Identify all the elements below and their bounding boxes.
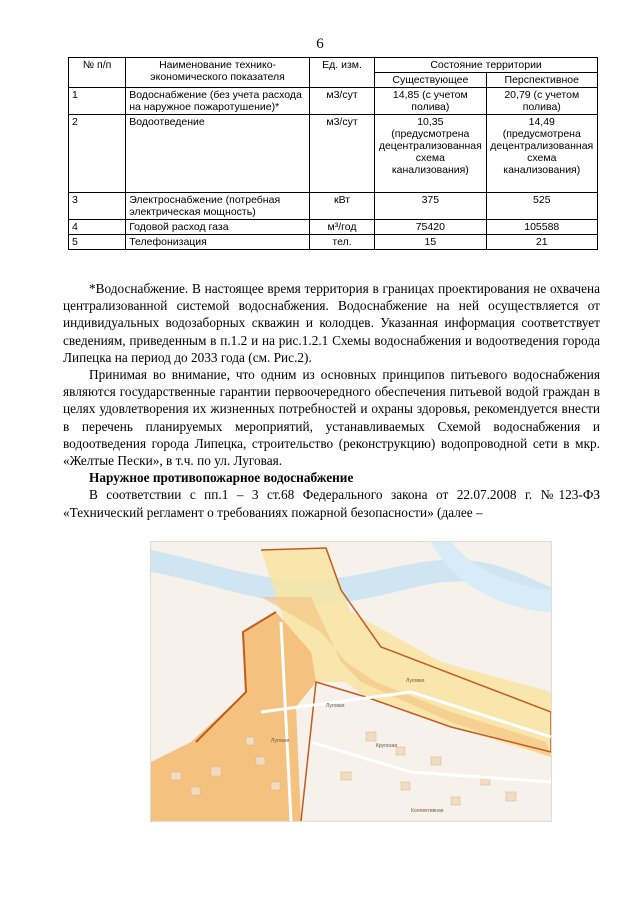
row-name: Годовой расход газа bbox=[126, 220, 310, 235]
row-num: 2 bbox=[69, 115, 126, 193]
page-number: 6 bbox=[316, 36, 324, 52]
street-label: Луговая bbox=[271, 738, 290, 744]
row-num: 3 bbox=[69, 193, 126, 220]
map-figure bbox=[150, 541, 552, 822]
row-unit: м3/сут bbox=[309, 115, 374, 193]
row-existing: 15 bbox=[375, 235, 486, 250]
row-name: Телефонизация bbox=[126, 235, 310, 250]
row-existing: 375 bbox=[375, 193, 486, 220]
table-row bbox=[69, 88, 598, 115]
row-num: 1 bbox=[69, 88, 126, 115]
row-perspective: 21 bbox=[486, 235, 597, 250]
street-label: Коллективная bbox=[411, 808, 444, 814]
row-existing: 14,85 (с учетом полива) bbox=[375, 88, 486, 115]
indicators-table bbox=[68, 57, 598, 250]
header-num: № п/п bbox=[69, 58, 126, 88]
table-row bbox=[69, 235, 598, 250]
street-label: Луговая bbox=[406, 678, 425, 684]
header-existing: Существующее bbox=[375, 73, 486, 88]
body-text bbox=[63, 280, 600, 521]
row-num: 4 bbox=[69, 220, 126, 235]
paragraph-drinking-water: Принимая во внимание, что одним из основных принципов питьевого водоснабжения являются государственные гарантии первоочередного обеспечения питьевой водой граждан в целях удовлетворения их жизненных потребностей и охраны здоровья, рекомендуется внести в перечень планируемых мероприятий, устанавливаемых Схемой водоснабжения и водоотведения города Липецка, строительство (реконструкцию) водопроводной сети в мкр. «Желтые Пески», в т.ч. по ул. Луговая. bbox=[63, 367, 600, 469]
row-unit: м3/сут bbox=[309, 88, 374, 115]
row-perspective: 105588 bbox=[486, 220, 597, 235]
section-heading: Наружное противопожарное водоснабжение bbox=[89, 470, 354, 486]
row-perspective: 14,49 (предусмотрена децентрализованная схема канализования) bbox=[486, 115, 597, 193]
table-row bbox=[69, 193, 598, 220]
row-unit: кВт bbox=[309, 193, 374, 220]
header-name: Наименование технико-экономического показателя bbox=[126, 58, 310, 88]
row-unit: тел. bbox=[309, 235, 374, 250]
row-name: Водоотведение bbox=[126, 115, 310, 193]
header-unit: Ед. изм. bbox=[309, 58, 374, 88]
paragraph-water-supply-note: *Водоснабжение. В настоящее время территория в границах проектирования не охвачена централизованной системой водоснабжения. Водоснабжение на ней осуществляется от индивидуальных водозаборных скважин и колодцев. Указанная информация соответствует сведениям, приведенным в п.1.2 и на рис.1.2.1 Схемы водоснабжения и водоотведения города Липецка на период до 2033 года (см. Рис.2). bbox=[63, 281, 600, 365]
table-row bbox=[69, 115, 598, 193]
table-header-row bbox=[69, 58, 598, 73]
map-svg bbox=[151, 542, 551, 821]
paragraph-fire-water: В соответствии с пп.1 – 3 ст.68 Федерального закона от 22.07.2008 г. №123-ФЗ «Технический регламент о требованиях пожарной безопасности» (далее – bbox=[63, 487, 600, 520]
header-perspective: Перспективное bbox=[486, 73, 597, 88]
row-perspective: 525 bbox=[486, 193, 597, 220]
row-existing: 10,35 (предусмотрена децентрализованная схема канализования) bbox=[375, 115, 486, 193]
row-num: 5 bbox=[69, 235, 126, 250]
row-unit: м³/год bbox=[309, 220, 374, 235]
table-row bbox=[69, 220, 598, 235]
street-label: Крупская bbox=[376, 743, 398, 749]
row-perspective: 20,79 (с учетом полива) bbox=[486, 88, 597, 115]
row-name: Электроснабжение (потребная электрическая мощность) bbox=[126, 193, 310, 220]
row-name: Водоснабжение (без учета расхода на наружное пожаротушение)* bbox=[126, 88, 310, 115]
header-state: Состояние территории bbox=[375, 58, 598, 73]
row-existing: 75420 bbox=[375, 220, 486, 235]
street-label: Луговая bbox=[326, 703, 345, 709]
